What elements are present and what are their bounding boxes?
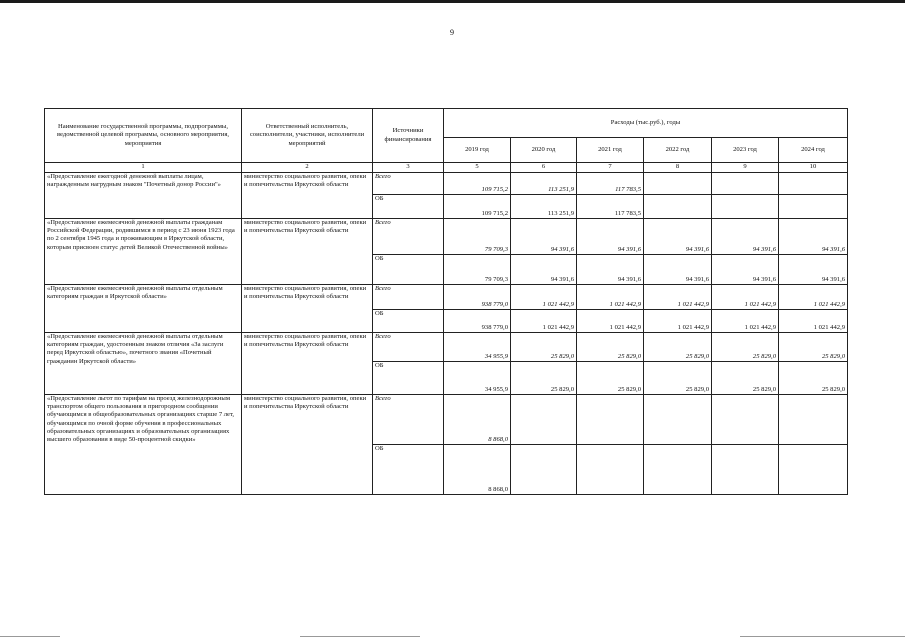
ob-value: 79 709,3 — [444, 255, 511, 285]
column-number: 3 — [373, 163, 444, 173]
budget-table — [44, 108, 848, 495]
table-row — [45, 219, 848, 255]
total-value: 1 021 442,9 — [644, 285, 712, 310]
source-ob-label: ОБ — [373, 255, 444, 285]
program-name: «Предоставление льгот по тарифам на проезд железнодорожным транспортом общего пользования в пригородном сообщении обучающимся в общеобразовательных организациях старше 7 лет, обучающимся по очной форме обучения в профессиональных образовательных организациях и образовательных организациях высшего образования в виде 50-процентной скидки» — [45, 395, 242, 495]
source-total-label: Всего — [373, 333, 444, 362]
executor-name: министерство социального развития, опеки и попечительства Иркутской области — [242, 173, 373, 219]
ob-value: 94 391,6 — [779, 255, 848, 285]
ob-value — [644, 195, 712, 219]
total-value: 79 709,3 — [444, 219, 511, 255]
program-name: «Предоставление ежемесячной денежной выплаты отдельным категориям граждан, удостоенным знаком отличия «За заслуги перед Иркутской областью», почетного звания «Почетный гражданин Иркутской области» — [45, 333, 242, 395]
header-name: Наименование государственной программы, подпрограммы, ведомственной целевой программы, основного мероприятия, мероприятия — [45, 109, 242, 163]
scan-edge-line — [740, 636, 905, 637]
ob-value: 25 829,0 — [644, 362, 712, 395]
header-expenses: Расходы (тыс.руб.), годы — [444, 109, 848, 138]
scan-edge-line — [300, 636, 420, 637]
header-year: 2020 год — [511, 138, 577, 163]
ob-value — [644, 445, 712, 495]
ob-value: 1 021 442,9 — [779, 310, 848, 333]
total-value: 113 251,9 — [511, 173, 577, 195]
executor-name: министерство социального развития, опеки и попечительства Иркутской области — [242, 219, 373, 285]
table-row — [45, 173, 848, 195]
ob-value: 25 829,0 — [712, 362, 779, 395]
source-total-label: Всего — [373, 395, 444, 445]
executor-name: министерство социального развития, опеки и попечительства Иркутской области — [242, 285, 373, 333]
total-value: 94 391,6 — [712, 219, 779, 255]
header-source: Источники финансирования — [373, 109, 444, 163]
total-value: 25 829,0 — [577, 333, 644, 362]
header-year: 2024 год — [779, 138, 848, 163]
ob-value: 94 391,6 — [511, 255, 577, 285]
ob-value: 938 779,0 — [444, 310, 511, 333]
ob-value: 25 829,0 — [779, 362, 848, 395]
total-value: 25 829,0 — [779, 333, 848, 362]
total-value — [712, 395, 779, 445]
total-value — [644, 173, 712, 195]
ob-value: 25 829,0 — [577, 362, 644, 395]
ob-value: 25 829,0 — [511, 362, 577, 395]
column-number: 6 — [511, 163, 577, 173]
source-ob-label: ОБ — [373, 310, 444, 333]
header-year: 2023 год — [712, 138, 779, 163]
ob-value: 113 251,9 — [511, 195, 577, 219]
source-total-label: Всего — [373, 219, 444, 255]
total-value — [577, 395, 644, 445]
table-row — [45, 285, 848, 310]
column-number: 1 — [45, 163, 242, 173]
total-value: 25 829,0 — [511, 333, 577, 362]
header-executor: Ответственный исполнитель, соисполнители, участники, исполнители мероприятий — [242, 109, 373, 163]
total-value: 94 391,6 — [511, 219, 577, 255]
table-row — [45, 395, 848, 445]
total-value: 8 868,0 — [444, 395, 511, 445]
column-number-row — [45, 163, 848, 173]
source-total-label: Всего — [373, 285, 444, 310]
total-value — [779, 173, 848, 195]
ob-value: 34 955,9 — [444, 362, 511, 395]
program-name: «Предоставление ежемесячной денежной выплаты гражданам Российской Федерации, родившимся в период с 23 июня 1923 года по 2 сентября 1945 года и проживающим в Иркутской области, которым присвоен статус детей Великой Отечественной войны» — [45, 219, 242, 285]
scan-border-top — [0, 0, 905, 3]
source-ob-label: ОБ — [373, 362, 444, 395]
total-value: 938 779,0 — [444, 285, 511, 310]
ob-value: 8 868,0 — [444, 445, 511, 495]
column-number: 9 — [712, 163, 779, 173]
ob-value: 94 391,6 — [577, 255, 644, 285]
source-ob-label: ОБ — [373, 195, 444, 219]
source-total-label: Всего — [373, 173, 444, 195]
column-number: 5 — [444, 163, 511, 173]
scan-edge-line — [0, 636, 60, 637]
ob-value — [779, 445, 848, 495]
header-year: 2019 год — [444, 138, 511, 163]
total-value: 117 783,5 — [577, 173, 644, 195]
column-number: 10 — [779, 163, 848, 173]
total-value — [779, 395, 848, 445]
total-value: 94 391,6 — [779, 219, 848, 255]
total-value: 1 021 442,9 — [577, 285, 644, 310]
source-ob-label: ОБ — [373, 445, 444, 495]
ob-value: 117 783,5 — [577, 195, 644, 219]
ob-value: 109 715,2 — [444, 195, 511, 219]
total-value: 109 715,2 — [444, 173, 511, 195]
program-name: «Предоставление ежегодной денежной выплаты лицам, награжденным нагрудным знаком "Почетный донор России"» — [45, 173, 242, 219]
total-value: 1 021 442,9 — [712, 285, 779, 310]
executor-name: министерство социального развития, опеки и попечительства Иркутской области — [242, 333, 373, 395]
table-row — [45, 333, 848, 362]
total-value: 34 955,9 — [444, 333, 511, 362]
column-number: 8 — [644, 163, 712, 173]
header-year: 2022 год — [644, 138, 712, 163]
total-value: 94 391,6 — [577, 219, 644, 255]
column-number: 7 — [577, 163, 644, 173]
total-value: 94 391,6 — [644, 219, 712, 255]
total-value: 1 021 442,9 — [511, 285, 577, 310]
total-value — [644, 395, 712, 445]
ob-value: 1 021 442,9 — [577, 310, 644, 333]
column-number: 2 — [242, 163, 373, 173]
ob-value — [779, 195, 848, 219]
executor-name: министерство социального развития, опеки и попечительства Иркутской области — [242, 395, 373, 495]
ob-value: 94 391,6 — [712, 255, 779, 285]
ob-value — [712, 445, 779, 495]
total-value: 25 829,0 — [644, 333, 712, 362]
total-value: 25 829,0 — [712, 333, 779, 362]
ob-value — [511, 445, 577, 495]
ob-value: 1 021 442,9 — [712, 310, 779, 333]
total-value — [712, 173, 779, 195]
ob-value: 1 021 442,9 — [644, 310, 712, 333]
header-year: 2021 год — [577, 138, 644, 163]
ob-value: 94 391,6 — [644, 255, 712, 285]
page-number: 9 — [450, 28, 454, 37]
program-name: «Предоставление ежемесячной денежной выплаты отдельным категориям граждан в Иркутской области» — [45, 285, 242, 333]
ob-value — [577, 445, 644, 495]
ob-value — [712, 195, 779, 219]
total-value: 1 021 442,9 — [779, 285, 848, 310]
total-value — [511, 395, 577, 445]
ob-value: 1 021 442,9 — [511, 310, 577, 333]
